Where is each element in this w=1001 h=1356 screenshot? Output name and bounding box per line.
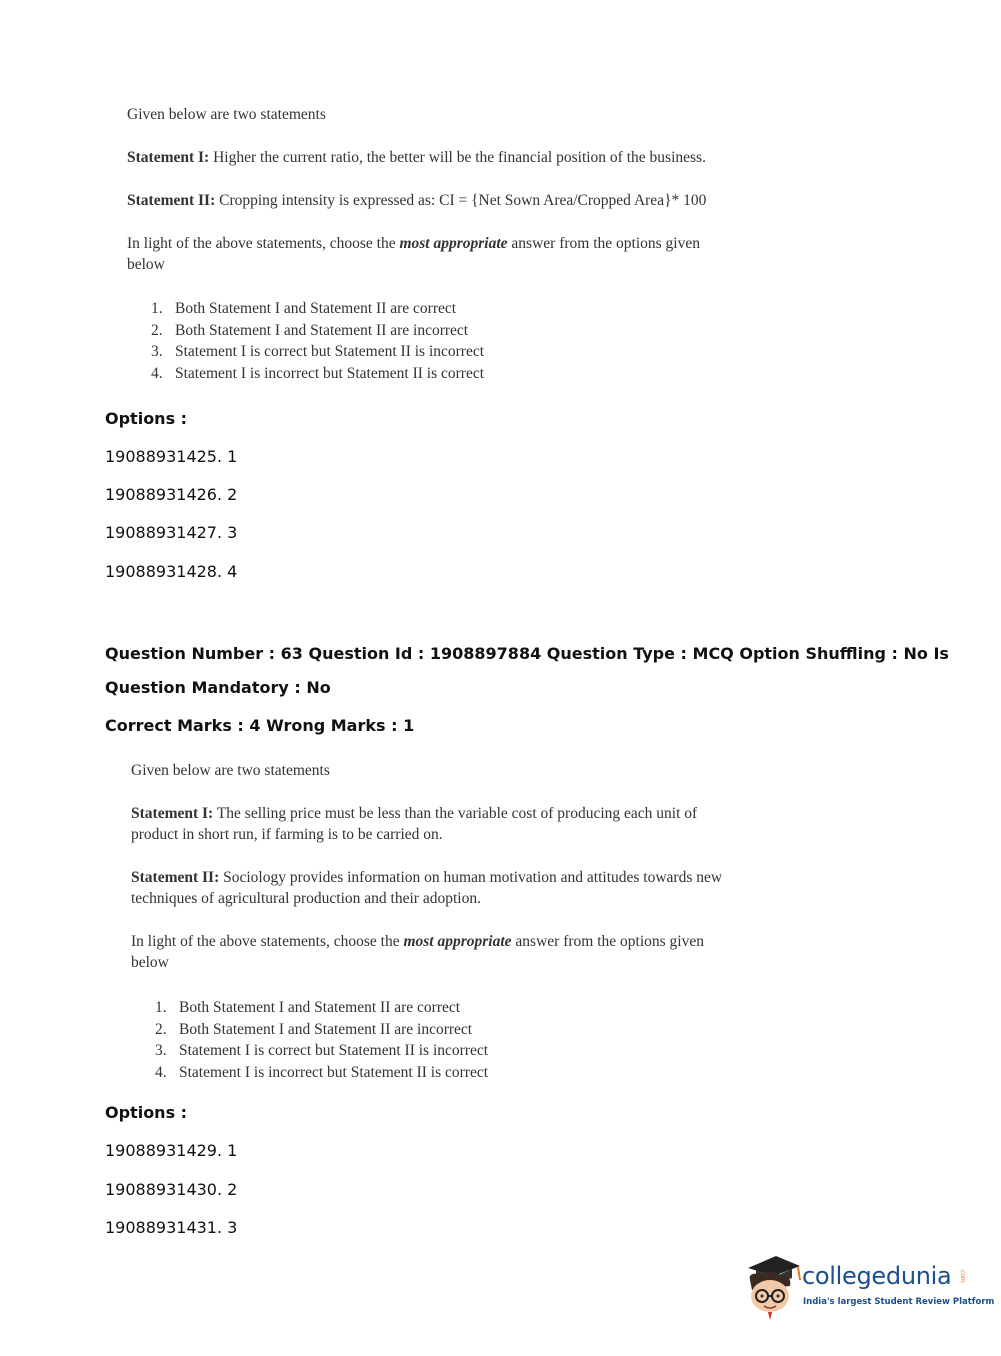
q2-option: 19088931431. 3 <box>105 1218 238 1237</box>
q1-statement-1: Statement I: Higher the current ratio, the better will be the financial position of the business. <box>127 149 706 166</box>
q2-option: 19088931429. 1 <box>105 1141 238 1160</box>
q2-marks: Correct Marks : 4 Wrong Marks : 1 <box>105 716 415 735</box>
q1-options-label: Options : <box>105 409 188 428</box>
q2-meta-line: Question Mandatory : No <box>105 678 331 697</box>
mascot-icon <box>742 1250 804 1322</box>
q2-options-label: Options : <box>105 1103 188 1122</box>
q1-intro: Given below are two statements <box>127 106 326 123</box>
q2-choice: 1. Both Statement I and Statement II are correct <box>155 999 461 1016</box>
q1-choice: 4. Statement I is incorrect but Statement II is correct <box>151 365 485 383</box>
q2-choice: 2. Both Statement I and Statement II are incorrect <box>155 1020 473 1038</box>
q1-option: 19088931426. 2 <box>105 485 238 504</box>
q2-statement-1: Statement I: The selling price must be less than the variable cost of producing each unit of product in short run, if farming is to be carried on. <box>131 805 698 843</box>
q1-option: 19088931427. 3 <box>105 523 238 542</box>
q1-prompt: In light of the above statements, choose the most appropriate answer from the options given below <box>127 235 700 273</box>
q1-option: 19088931428. 4 <box>105 562 238 581</box>
brand-name: collegedunia <box>802 1262 952 1290</box>
brand-tagline: India's largest Student Review Platform <box>803 1297 995 1307</box>
q2-intro: Given below are two statements <box>131 762 330 779</box>
q2-choice-list <box>155 997 488 1084</box>
q1-choice: 1. Both Statement I and Statement II are correct <box>151 300 457 317</box>
q2-choice: 3. Statement I is correct but Statement II is incorrect <box>155 1042 489 1060</box>
q1-option: 19088931425. 1 <box>105 447 238 466</box>
q1-statement-block <box>127 104 747 275</box>
collegedunia-logo[interactable] <box>742 1250 995 1322</box>
q2-statement-block <box>131 760 731 973</box>
q2-prompt: In light of the above statements, choose the most appropriate answer from the options given below <box>131 933 704 971</box>
q2-meta-line: Question Number : 63 Question Id : 1908897884 Question Type : MCQ Option Shuffling : No Is <box>105 644 949 663</box>
q1-choice-list <box>151 298 484 385</box>
brand-suffix: .com <box>959 1268 966 1283</box>
q2-choice: 4. Statement I is incorrect but Statement II is correct <box>155 1064 489 1082</box>
q1-statement-2: Statement II: Cropping intensity is expressed as: CI = {Net Sown Area/Cropped Area}* 100 <box>127 192 707 209</box>
q1-choice: 3. Statement I is correct but Statement II is incorrect <box>151 343 485 361</box>
q2-option: 19088931430. 2 <box>105 1180 238 1199</box>
q1-choice: 2. Both Statement I and Statement II are incorrect <box>151 321 469 339</box>
q2-statement-2: Statement II: Sociology provides information on human motivation and attitudes towards new techniques of agricultural production and their adoption. <box>131 869 723 907</box>
